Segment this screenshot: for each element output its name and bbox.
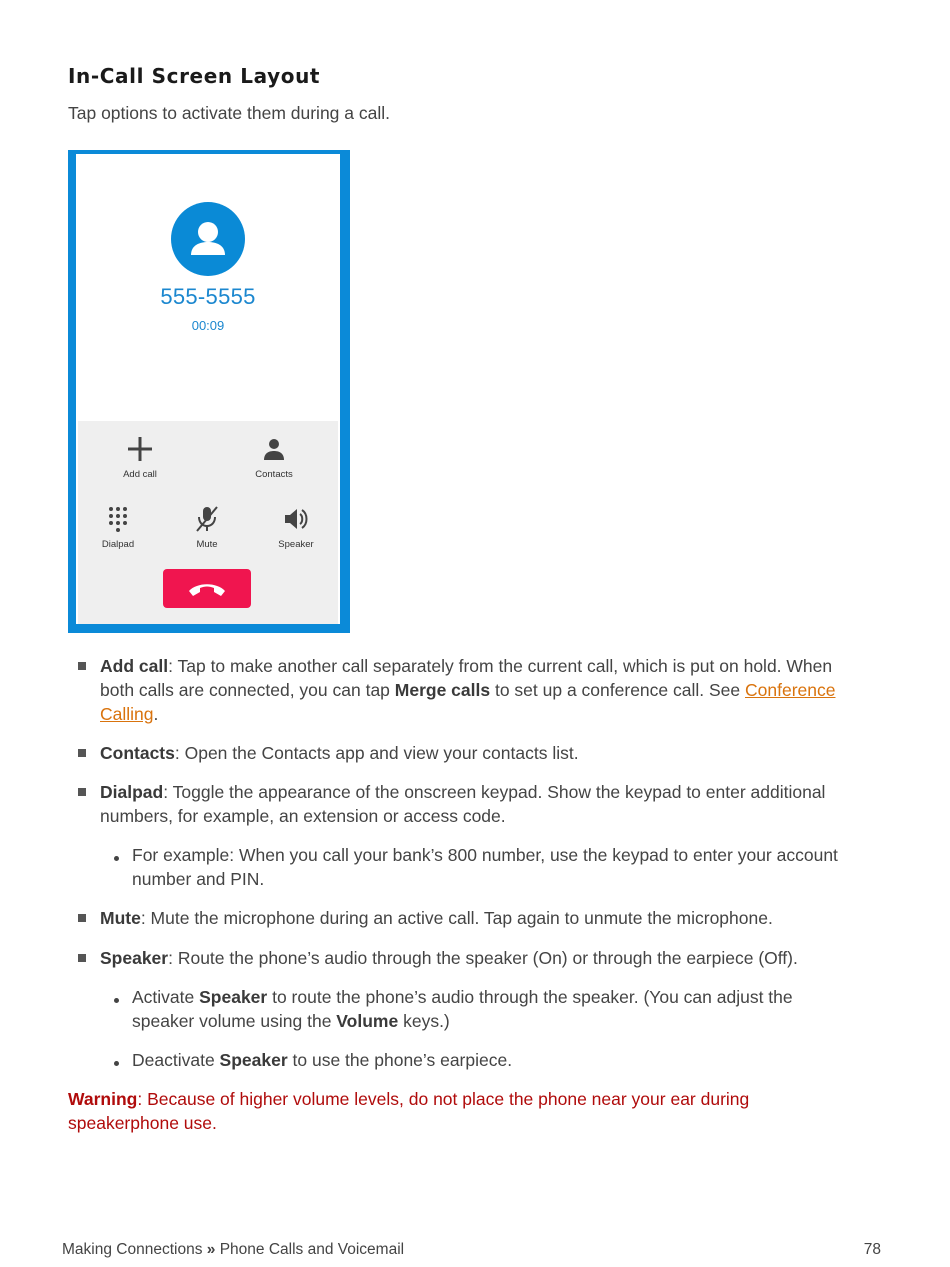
mic-off-icon (193, 505, 221, 533)
conference-calling-link[interactable]: Conference (745, 680, 836, 700)
call-timer: 00:09 (191, 318, 225, 333)
contacts-label: Contacts (255, 469, 293, 480)
speaker-deactivate-note: Deactivate Speaker to use the phone’s earpiece. (132, 1050, 513, 1070)
add-call-label: Add call (123, 469, 157, 480)
dialpad-description: Dialpad: Toggle the appearance of the onscreen keypad. Show the keypad to enter additional numbers, for example, an extension or access code. (100, 782, 826, 826)
bullet-marker (78, 914, 86, 922)
sub-bullet-marker (114, 856, 119, 861)
sub-bullet-marker (114, 1061, 119, 1066)
term-contacts: Contacts (100, 743, 175, 763)
term-dialpad: Dialpad (100, 782, 164, 802)
end-call-icon (187, 579, 227, 599)
footer-breadcrumb (62, 1241, 404, 1259)
dialpad-button[interactable] (78, 505, 158, 550)
mute-label: Mute (196, 539, 218, 550)
term-add-call: Add call (100, 656, 169, 676)
speaker-label: Speaker (278, 539, 314, 550)
page-heading: In-Call Screen Layout (68, 64, 321, 88)
dialpad-icon (104, 505, 132, 533)
footer-subsection: Phone Calls and Voicemail (219, 1241, 405, 1258)
bullet-marker (78, 954, 86, 962)
plus-icon (126, 435, 154, 463)
phone-number: 555-5555 (160, 284, 256, 309)
speaker-description: Speaker: Route the phone’s audio through the speaker (On) or through the earpiece (Off). (100, 948, 798, 968)
add-call-description: Add call: Tap to make another call separately from the current call, which is put on hold. When both calls are connected, you can tap Merge calls to set up a conference call. See Conference Calling. (100, 656, 836, 724)
conference-calling-link-cont[interactable]: Calling (100, 704, 154, 724)
speaker-activate-note: Activate Speaker to route the phone’s audio through the speaker. (You can adjust the speaker volume using the Volume keys.) (132, 987, 793, 1031)
warning-label: Warning (68, 1089, 138, 1109)
phone-screen (76, 154, 340, 624)
avatar-icon (171, 202, 245, 276)
end-call-button[interactable] (163, 569, 251, 608)
warning-note: Warning: Because of higher volume levels, do not place the phone near your ear during speakerphone use. (68, 1089, 750, 1133)
bullet-marker (78, 788, 86, 796)
dialpad-label: Dialpad (101, 539, 135, 550)
speaker-icon (282, 505, 310, 533)
page-number: 78 (863, 1241, 881, 1258)
add-call-button[interactable] (100, 435, 180, 480)
person-icon (260, 435, 288, 463)
bullet-marker (78, 662, 86, 670)
in-call-screen-image (68, 150, 350, 633)
term-merge-calls: Merge calls (394, 680, 491, 700)
term-speaker: Speaker (100, 948, 169, 968)
term-mute: Mute (100, 908, 141, 928)
breadcrumb-separator: » (206, 1241, 216, 1258)
sub-bullet-marker (114, 998, 119, 1003)
mute-button[interactable] (167, 505, 247, 550)
mute-description: Mute: Mute the microphone during an active call. Tap again to unmute the microphone. (100, 908, 773, 928)
dialpad-example: For example: When you call your bank’s 800 number, use the keypad to enter your account number and PIN. (132, 845, 838, 889)
intro-text: Tap options to activate them during a call. (68, 103, 390, 123)
speaker-button[interactable] (256, 505, 336, 550)
footer-section: Making Connections (62, 1241, 203, 1258)
call-controls (78, 421, 338, 624)
bullet-marker (78, 749, 86, 757)
contacts-button[interactable] (234, 435, 314, 480)
contacts-description: Contacts: Open the Contacts app and view your contacts list. (100, 743, 579, 763)
